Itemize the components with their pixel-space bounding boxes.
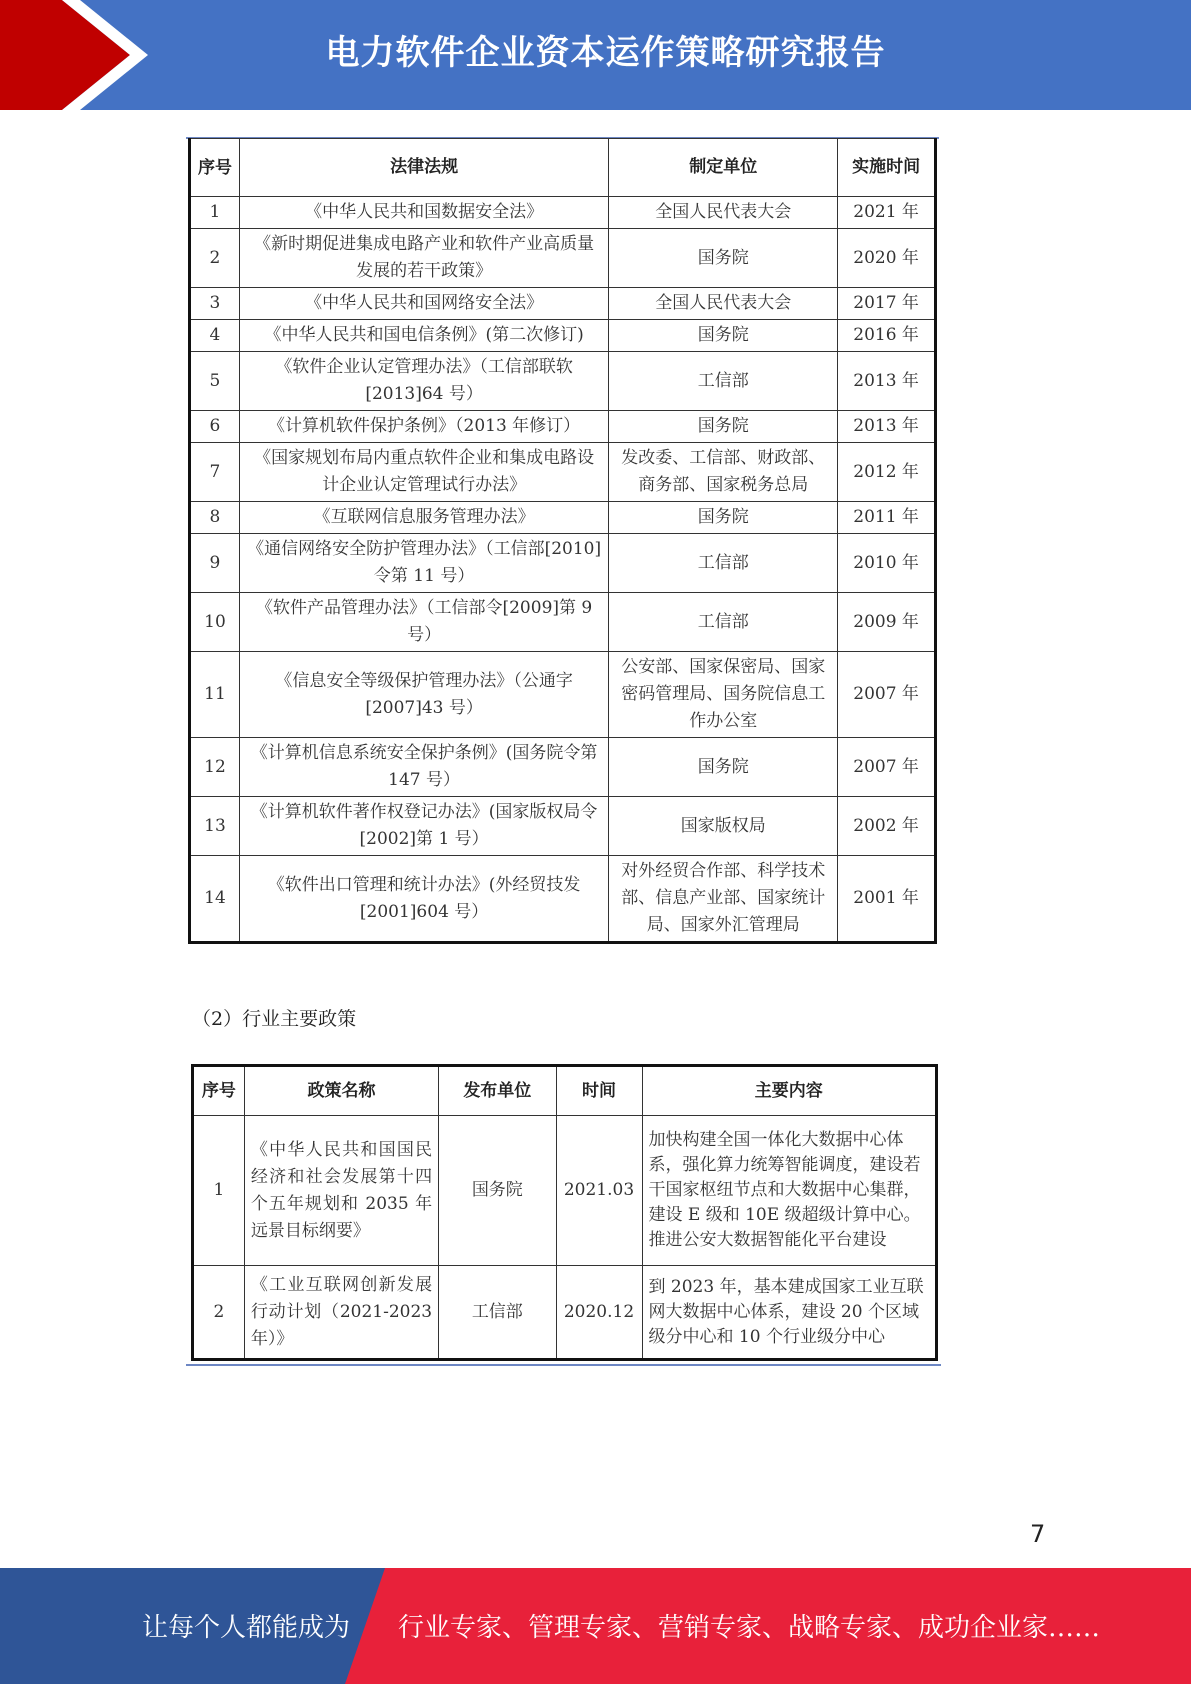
- column-header: 序号: [193, 1066, 245, 1116]
- row-number: 3: [190, 288, 240, 320]
- table-row: [190, 652, 936, 738]
- table-row: [190, 856, 936, 943]
- effective-date: 2009 年: [838, 593, 936, 652]
- column-header: 发布单位: [439, 1066, 556, 1116]
- table-bottom-rule: [186, 1364, 941, 1366]
- table-row: [190, 443, 936, 502]
- row-number: 4: [190, 320, 240, 352]
- effective-date: 2007 年: [838, 738, 936, 797]
- effective-date: 2011 年: [838, 502, 936, 534]
- issuing-body: 公安部、国家保密局、国家密码管理局、国务院信息工作办公室: [609, 652, 838, 738]
- table-row: [190, 288, 936, 320]
- row-number: 13: [190, 797, 240, 856]
- footer-slogan-right: 行业专家、管理专家、营销专家、战略专家、成功企业家……: [398, 1613, 1101, 1643]
- section-heading: （2）行业主要政策: [192, 1008, 357, 1030]
- effective-date: 2021 年: [838, 197, 936, 229]
- table-row: [190, 197, 936, 229]
- issuing-body: 工信部: [439, 1266, 556, 1360]
- issuing-body: 全国人民代表大会: [609, 197, 838, 229]
- table-row: [193, 1266, 937, 1360]
- effective-date: 2002 年: [838, 797, 936, 856]
- issuing-body: 国务院: [609, 320, 838, 352]
- policy-name: 《中华人民共和国国民经济和社会发展第十四个五年规划和 2035 年远景目标纲要》: [244, 1116, 438, 1266]
- row-number: 1: [193, 1116, 245, 1266]
- issuing-body: 国务院: [439, 1116, 556, 1266]
- column-header: 制定单位: [609, 139, 838, 197]
- effective-date: 2007 年: [838, 652, 936, 738]
- table-row: [190, 320, 936, 352]
- law-name: 《中华人民共和国数据安全法》: [239, 197, 608, 229]
- table-row: [190, 738, 936, 797]
- row-number: 14: [190, 856, 240, 943]
- law-name: 《软件企业认定管理办法》（工信部联软[2013]64 号）: [239, 352, 608, 411]
- law-name: 《信息安全等级保护管理办法》（公通字[2007]43 号）: [239, 652, 608, 738]
- effective-date: 2013 年: [838, 352, 936, 411]
- law-name: 《计算机信息系统安全保护条例》(国务院令第 147 号）: [239, 738, 608, 797]
- effective-date: 2012 年: [838, 443, 936, 502]
- effective-date: 2013 年: [838, 411, 936, 443]
- law-name: 《互联网信息服务管理办法》: [239, 502, 608, 534]
- issue-date: 2020.12: [556, 1266, 642, 1360]
- row-number: 6: [190, 411, 240, 443]
- column-header: 政策名称: [244, 1066, 438, 1116]
- issuing-body: 发改委、工信部、财政部、商务部、国家税务总局: [609, 443, 838, 502]
- issuing-body: 工信部: [609, 534, 838, 593]
- row-number: 1: [190, 197, 240, 229]
- policy-content: 加快构建全国一体化大数据中心体系，强化算力统筹智能调度，建设若干国家枢纽节点和大数据中心集群，建设 E 级和 10E 级超级计算中心。推进公安大数据智能化平台建设: [642, 1116, 937, 1266]
- table-row: [190, 797, 936, 856]
- row-number: 2: [193, 1266, 245, 1360]
- laws-regulations-table: [188, 138, 937, 944]
- effective-date: 2020 年: [838, 229, 936, 288]
- issuing-body: 工信部: [609, 352, 838, 411]
- table-row: [190, 352, 936, 411]
- row-number: 5: [190, 352, 240, 411]
- page-number: 7: [1030, 1520, 1046, 1548]
- table-row: [190, 411, 936, 443]
- law-name: 《国家规划布局内重点软件企业和集成电路设计企业认定管理试行办法》: [239, 443, 608, 502]
- policy-table: [191, 1064, 938, 1361]
- law-name: 《中华人民共和国电信条例》(第二次修订): [239, 320, 608, 352]
- row-number: 2: [190, 229, 240, 288]
- issuing-body: 国务院: [609, 738, 838, 797]
- table-row: [190, 502, 936, 534]
- report-title: 电力软件企业资本运作策略研究报告: [325, 33, 886, 73]
- page-footer: [0, 1568, 1191, 1684]
- row-number: 8: [190, 502, 240, 534]
- issuing-body: 国务院: [609, 411, 838, 443]
- table-row: [193, 1116, 937, 1266]
- issuing-body: 国务院: [609, 229, 838, 288]
- issue-date: 2021.03: [556, 1116, 642, 1266]
- issuing-body: 国家版权局: [609, 797, 838, 856]
- effective-date: 2001 年: [838, 856, 936, 943]
- table-row: [190, 593, 936, 652]
- law-name: 《软件出口管理和统计办法》(外经贸技发[2001]604 号）: [239, 856, 608, 943]
- effective-date: 2010 年: [838, 534, 936, 593]
- column-header: 法律法规: [239, 139, 608, 197]
- effective-date: 2017 年: [838, 288, 936, 320]
- law-name: 《软件产品管理办法》（工信部令[2009]第 9 号）: [239, 593, 608, 652]
- law-name: 《中华人民共和国网络安全法》: [239, 288, 608, 320]
- column-header: 主要内容: [642, 1066, 937, 1116]
- page-header: [0, 0, 1191, 110]
- row-number: 11: [190, 652, 240, 738]
- effective-date: 2016 年: [838, 320, 936, 352]
- issuing-body: 工信部: [609, 593, 838, 652]
- law-name: 《新时期促进集成电路产业和软件产业高质量发展的若干政策》: [239, 229, 608, 288]
- law-name: 《计算机软件保护条例》（2013 年修订）: [239, 411, 608, 443]
- row-number: 7: [190, 443, 240, 502]
- column-header: 时间: [556, 1066, 642, 1116]
- footer-slogan-left: 让每个人都能成为: [142, 1613, 351, 1643]
- policy-content: 到 2023 年，基本建成国家工业互联网大数据中心体系，建设 20 个区域级分中心和 10 个行业级分中心: [642, 1266, 937, 1360]
- row-number: 12: [190, 738, 240, 797]
- table-row: [190, 229, 936, 288]
- issuing-body: 对外经贸合作部、科学技术部、信息产业部、国家统计局、国家外汇管理局: [609, 856, 838, 943]
- issuing-body: 国务院: [609, 502, 838, 534]
- row-number: 9: [190, 534, 240, 593]
- table-row: [190, 534, 936, 593]
- policy-name: 《工业互联网创新发展行动计划（2021-2023 年）》: [244, 1266, 438, 1360]
- law-name: 《计算机软件著作权登记办法》(国家版权局令[2002]第 1 号）: [239, 797, 608, 856]
- issuing-body: 全国人民代表大会: [609, 288, 838, 320]
- column-header: 序号: [190, 139, 240, 197]
- row-number: 10: [190, 593, 240, 652]
- column-header: 实施时间: [838, 139, 936, 197]
- law-name: 《通信网络安全防护管理办法》（工信部[2010]令第 11 号）: [239, 534, 608, 593]
